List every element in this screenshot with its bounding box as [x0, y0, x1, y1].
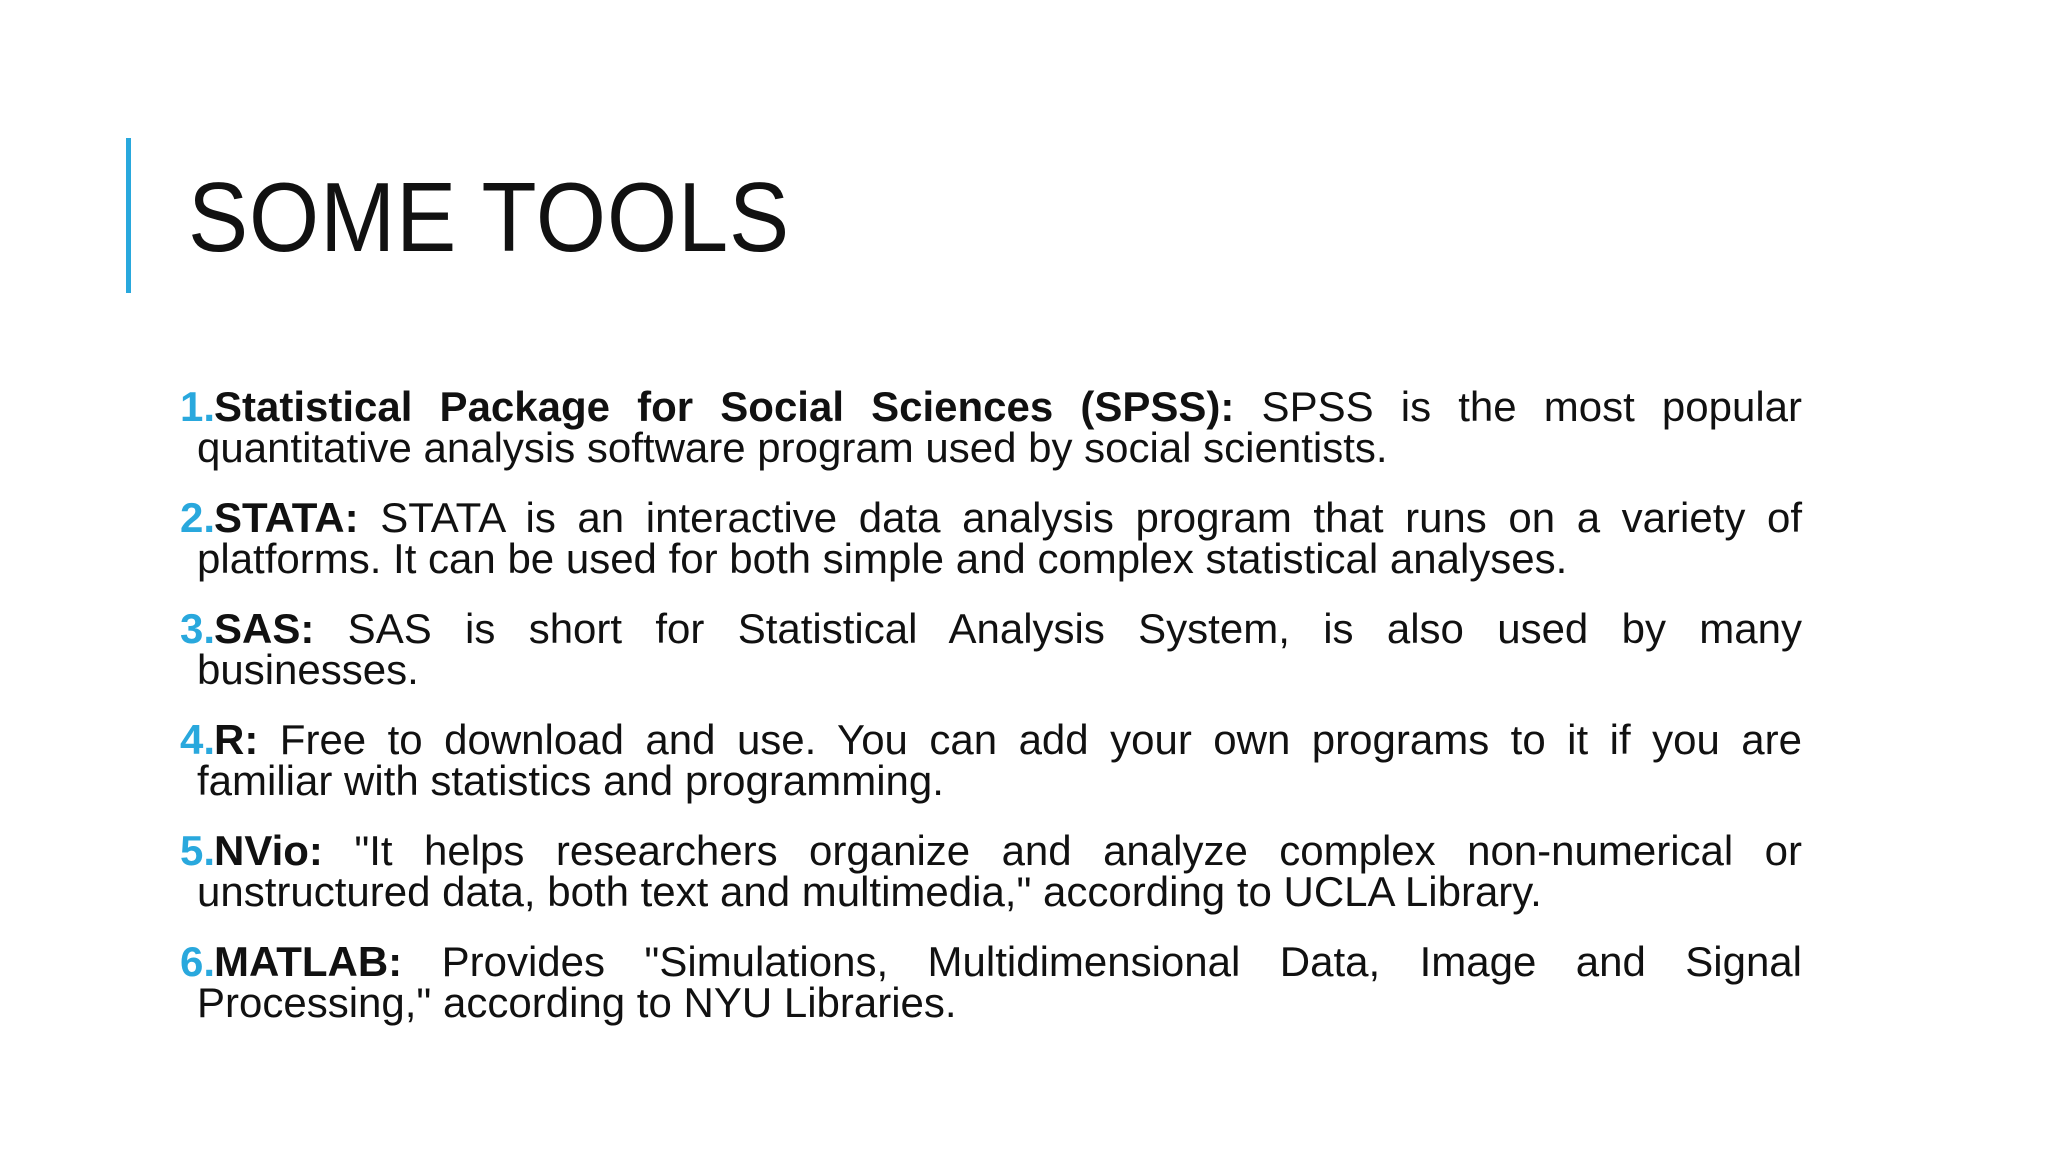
- list-item-description: Free to download and use. You can add your own programs to it if you are: [258, 716, 1802, 763]
- tool-list: [180, 383, 1802, 1052]
- list-item-first-line: [180, 494, 1802, 541]
- list-item-name: MATLAB:: [214, 938, 403, 985]
- title-accent-bar: [126, 138, 131, 293]
- list-item-first-line: [180, 383, 1802, 430]
- list-item-continuation: platforms. It can be used for both simple and complex statistical analyses.: [197, 535, 1568, 582]
- list-item-first-line: [180, 938, 1802, 985]
- list-item-name: R:: [214, 716, 259, 763]
- list-item: [180, 605, 1802, 693]
- list-item-description: "It helps researchers organize and analyze complex non-numerical or: [322, 827, 1802, 874]
- list-item-number: 6.: [180, 938, 216, 985]
- list-item-number: 5.: [180, 827, 216, 874]
- list-item-name: STATA:: [214, 494, 359, 541]
- list-item-number: 3.: [180, 605, 216, 652]
- list-item-name: Statistical Package for Social Sciences (SPSS):: [214, 383, 1235, 430]
- slide-title: SOME TOOLS: [188, 162, 791, 272]
- list-item-first-line: [180, 716, 1802, 763]
- list-item-continuation: businesses.: [197, 646, 419, 693]
- list-item-number: 2.: [180, 494, 216, 541]
- list-item: [180, 494, 1802, 582]
- list-item: [180, 938, 1802, 1026]
- list-item-description: STATA is an interactive data analysis program that runs on a variety of: [358, 494, 1802, 541]
- list-item-description: Provides "Simulations, Multidimensional Data, Image and Signal: [402, 938, 1802, 985]
- list-item-first-line: [180, 605, 1802, 652]
- list-item-continuation: unstructured data, both text and multimedia," according to UCLA Library.: [197, 868, 1542, 915]
- list-item-description: SPSS is the most popular: [1234, 383, 1802, 430]
- list-item: [180, 383, 1802, 471]
- list-item: [180, 827, 1802, 915]
- list-item-continuation: familiar with statistics and programming.: [197, 757, 944, 804]
- list-item-first-line: [180, 827, 1802, 874]
- list-item-continuation: quantitative analysis software program used by social scientists.: [197, 424, 1388, 471]
- list-item-number: 4.: [180, 716, 216, 763]
- list-item-name: NVio:: [214, 827, 323, 874]
- list-item-name: SAS:: [214, 605, 315, 652]
- list-item-continuation: Processing," according to NYU Libraries.: [197, 979, 957, 1026]
- list-item-description: SAS is short for Statistical Analysis System, is also used by many: [314, 605, 1802, 652]
- list-item-number: 1.: [180, 383, 216, 430]
- list-item: [180, 716, 1802, 804]
